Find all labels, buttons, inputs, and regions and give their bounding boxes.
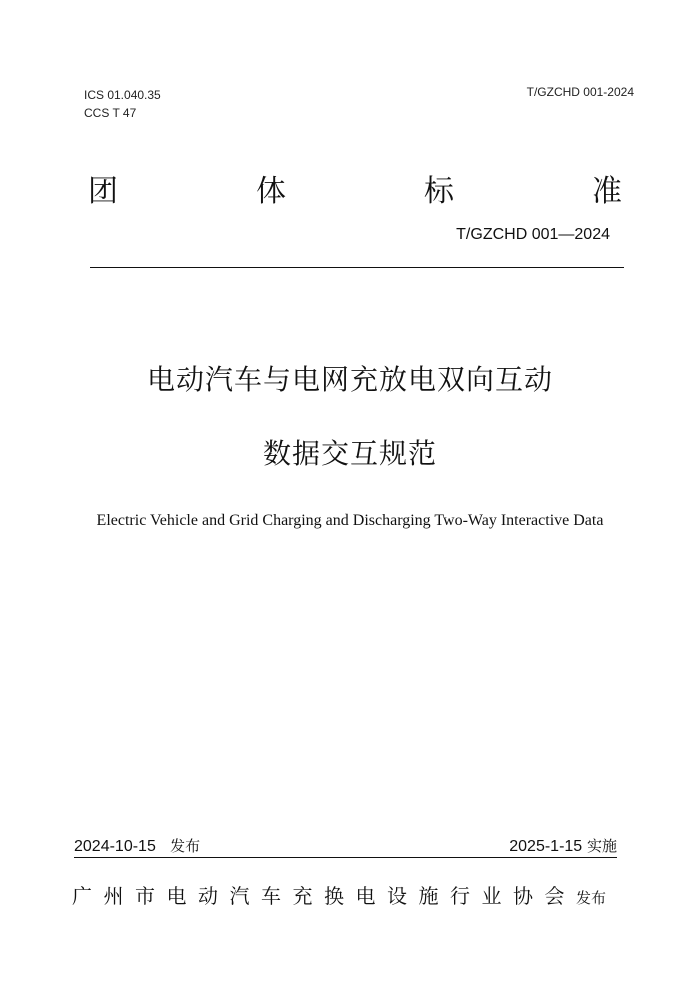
issue-label: 发布 — [170, 837, 201, 855]
issue-date: 2024-10-15 — [74, 838, 156, 855]
category-char: 标 — [424, 174, 454, 209]
standard-code: T/GZCHD 001—2024 — [456, 226, 610, 243]
title-line-1: 电动汽车与电网充放电双向互动 — [146, 363, 553, 396]
implement-label: 实施 — [586, 837, 617, 855]
issue-info — [74, 835, 200, 856]
implement-info — [509, 835, 617, 856]
publisher-organization: 广州市电动汽车充换电设施行业协会 — [72, 884, 576, 908]
publisher — [72, 880, 606, 909]
title-line-2: 数据交互规范 — [262, 437, 437, 470]
ics-code: ICS 01.040.35 — [84, 88, 161, 102]
category-char: 准 — [592, 174, 622, 209]
english-title: Electric Vehicle and Grid Charging and Discharging Two-Way Interactive Data — [96, 512, 604, 529]
standard-category — [88, 166, 622, 210]
dates-row — [74, 835, 617, 856]
top-divider — [90, 267, 624, 268]
bottom-divider — [74, 857, 617, 858]
category-char: 体 — [256, 174, 286, 209]
implement-date: 2025-1-15 — [509, 838, 583, 855]
classification-codes — [84, 86, 161, 122]
ccs-code: CCS T 47 — [84, 106, 137, 120]
publisher-suffix: 发布 — [576, 889, 607, 907]
category-char: 团 — [88, 174, 118, 209]
standard-code-header: T/GZCHD 001-2024 — [526, 85, 634, 99]
